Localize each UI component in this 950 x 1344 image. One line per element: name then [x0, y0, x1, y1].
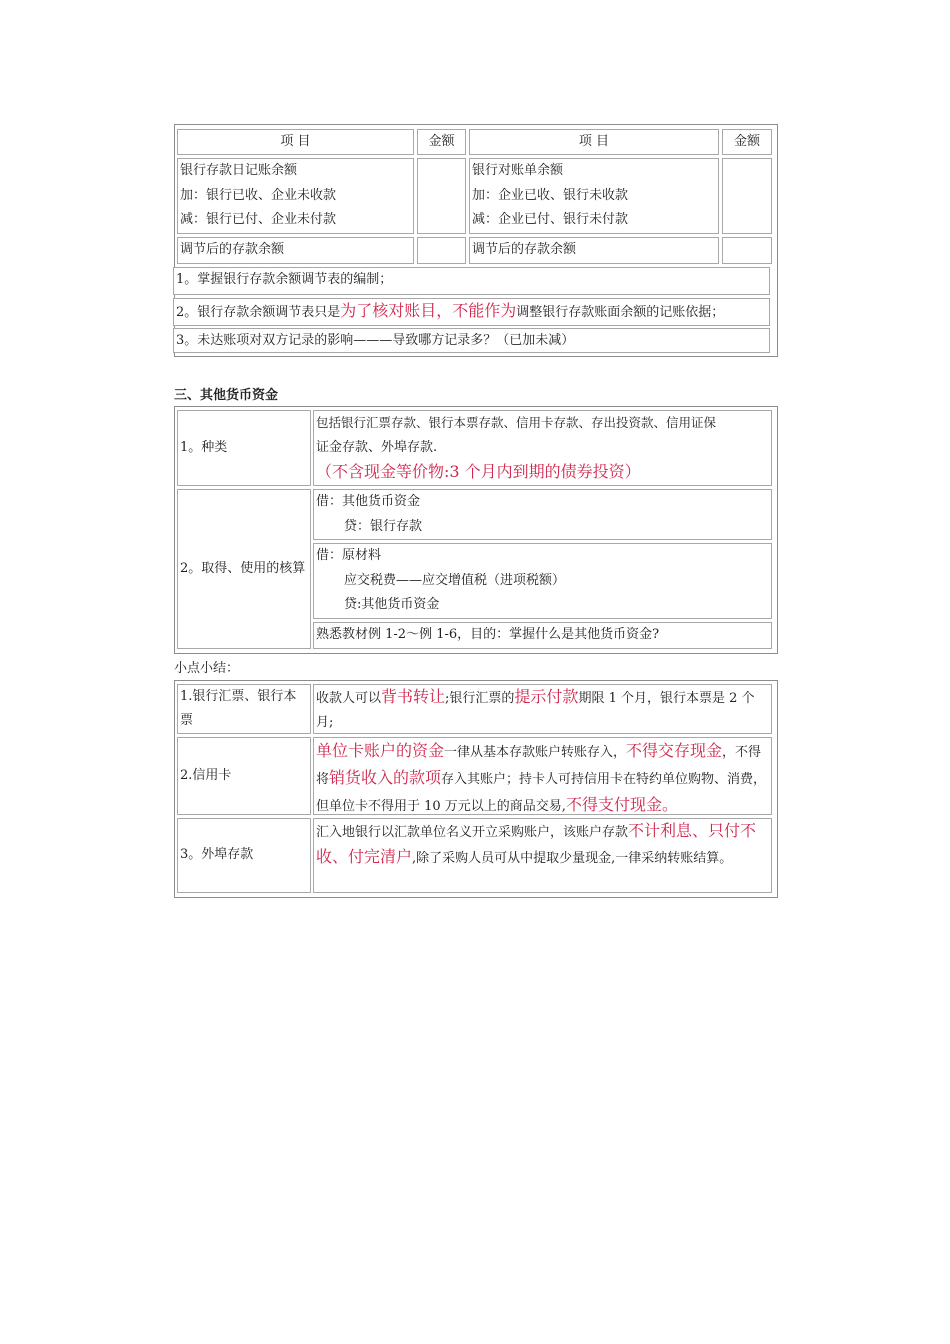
r1-highlight-endorse: 背书转让: [381, 687, 446, 706]
right-item-add: 加：企业已收、银行未收款: [472, 187, 629, 203]
left-items-cell: [177, 158, 414, 234]
section-title: 三、其他货币资金: [174, 388, 279, 403]
left-amount-cell: [417, 158, 466, 234]
adjusted-right-amount: [722, 237, 772, 264]
note-2-highlight: 为了核对账目，不能作为: [340, 301, 517, 320]
summary-text-credit-card: [313, 737, 772, 815]
r3-highlight: 不计利息、只付不收、付完清户: [316, 821, 757, 866]
note-3: 3。未达账项对双方记录的影响———导致哪方记录多？（已加未减）: [173, 328, 770, 353]
left-item-balance: 银行存款日记账余额: [180, 163, 298, 178]
header-item-left: 项 目: [177, 129, 414, 155]
note-2: [173, 298, 770, 326]
adjusted-left-amount: [417, 237, 466, 264]
note-2-text-a: 2。银行存款余额调节表只是: [176, 305, 341, 320]
left-item-subtract: 减：银行已付、企业未付款: [180, 212, 337, 227]
r1-highlight-present: 提示付款: [514, 687, 579, 706]
adjusted-left: 调节后的存款余额: [177, 237, 414, 264]
type-exclusion: （不含现金等价物:3 个月内到期的债券投资）: [316, 462, 641, 481]
r2-text-b: ，不得将: [316, 745, 762, 787]
header-amount-right: 金额: [722, 129, 772, 155]
note-2-text-b: 调整银行存款账面余额的记账依据；: [516, 305, 725, 320]
r2-text-c: 存入其账户；持卡人可持信用卡在特约单位购物、消费，但单位卡不得用于 10 万元以上的商品交易,: [316, 772, 767, 814]
type-label: 1。种类: [177, 410, 311, 486]
right-amount-cell: [722, 158, 772, 234]
entry-2-tax: 应交税费——应交增值税（进项税额）: [344, 572, 566, 588]
r1-text-a: 收款人可以: [316, 691, 382, 706]
type-description: [313, 410, 772, 486]
r1-text-c: 期限 1 个月，银行本票是 2 个月;: [316, 691, 755, 730]
right-item-subtract: 减：企业已付、银行未付款: [472, 212, 629, 227]
r2-highlight-no-deposit: 不得交存现金: [626, 741, 723, 760]
accounting-label: 2。取得、使用的核算: [177, 489, 311, 649]
journal-entry-2: [313, 543, 772, 619]
note-1: 1。掌握银行存款余额调节表的编制；: [173, 267, 770, 295]
entry-1-debit: 借：其他货币资金: [316, 494, 421, 509]
r3-text-a: 汇入地银行以汇款单位名义开立采购账户，该账户存款: [316, 825, 629, 840]
entry-2-credit: 贷:其他货币资金: [344, 597, 440, 612]
r2-highlight-sales: 销货收入的款项: [329, 768, 442, 787]
summary-label-credit-card: 2.信用卡: [177, 737, 311, 815]
textbook-note: 熟悉教材例 1-2～例 1-6，目的：掌握什么是其他货币资金?: [313, 622, 772, 649]
entry-1-credit: 贷：银行存款: [344, 518, 423, 534]
header-item-right: 项 目: [469, 129, 719, 155]
adjusted-right: 调节后的存款余额: [469, 237, 719, 264]
type-text-b: 证金存款、外埠存款.: [316, 439, 438, 455]
type-text-a: 包括银行汇票存款、银行本票存款、信用卡存款、存出投资款、信用证保: [316, 415, 717, 430]
right-item-balance: 银行对账单余额: [472, 163, 564, 178]
summary-label-remote-deposit: 3。外埠存款: [177, 818, 311, 893]
summary-text-bank-draft: [313, 684, 772, 734]
journal-entry-1: [313, 489, 772, 540]
r3-text-b: ,除了采购人员可从中提取少量现金,一律采纳转账结算。: [412, 851, 733, 866]
r2-highlight-no-cash: 不得支付现金。: [565, 795, 678, 814]
r2-text-a: 一律从基本存款账户转账存入，: [444, 745, 627, 760]
r2-highlight-unit-card: 单位卡账户的资金: [316, 741, 445, 760]
left-item-add: 加：银行已收、企业未收款: [180, 187, 337, 203]
summary-text-remote-deposit: [313, 818, 772, 893]
summary-label-bank-draft: 1.银行汇票、银行本票: [177, 684, 311, 734]
summary-label: 小点小结：: [174, 661, 240, 676]
entry-2-debit: 借：原材料: [316, 548, 382, 563]
r1-text-b: ;银行汇票的: [445, 691, 515, 706]
right-items-cell: [469, 158, 719, 234]
header-amount-left: 金额: [417, 129, 466, 155]
